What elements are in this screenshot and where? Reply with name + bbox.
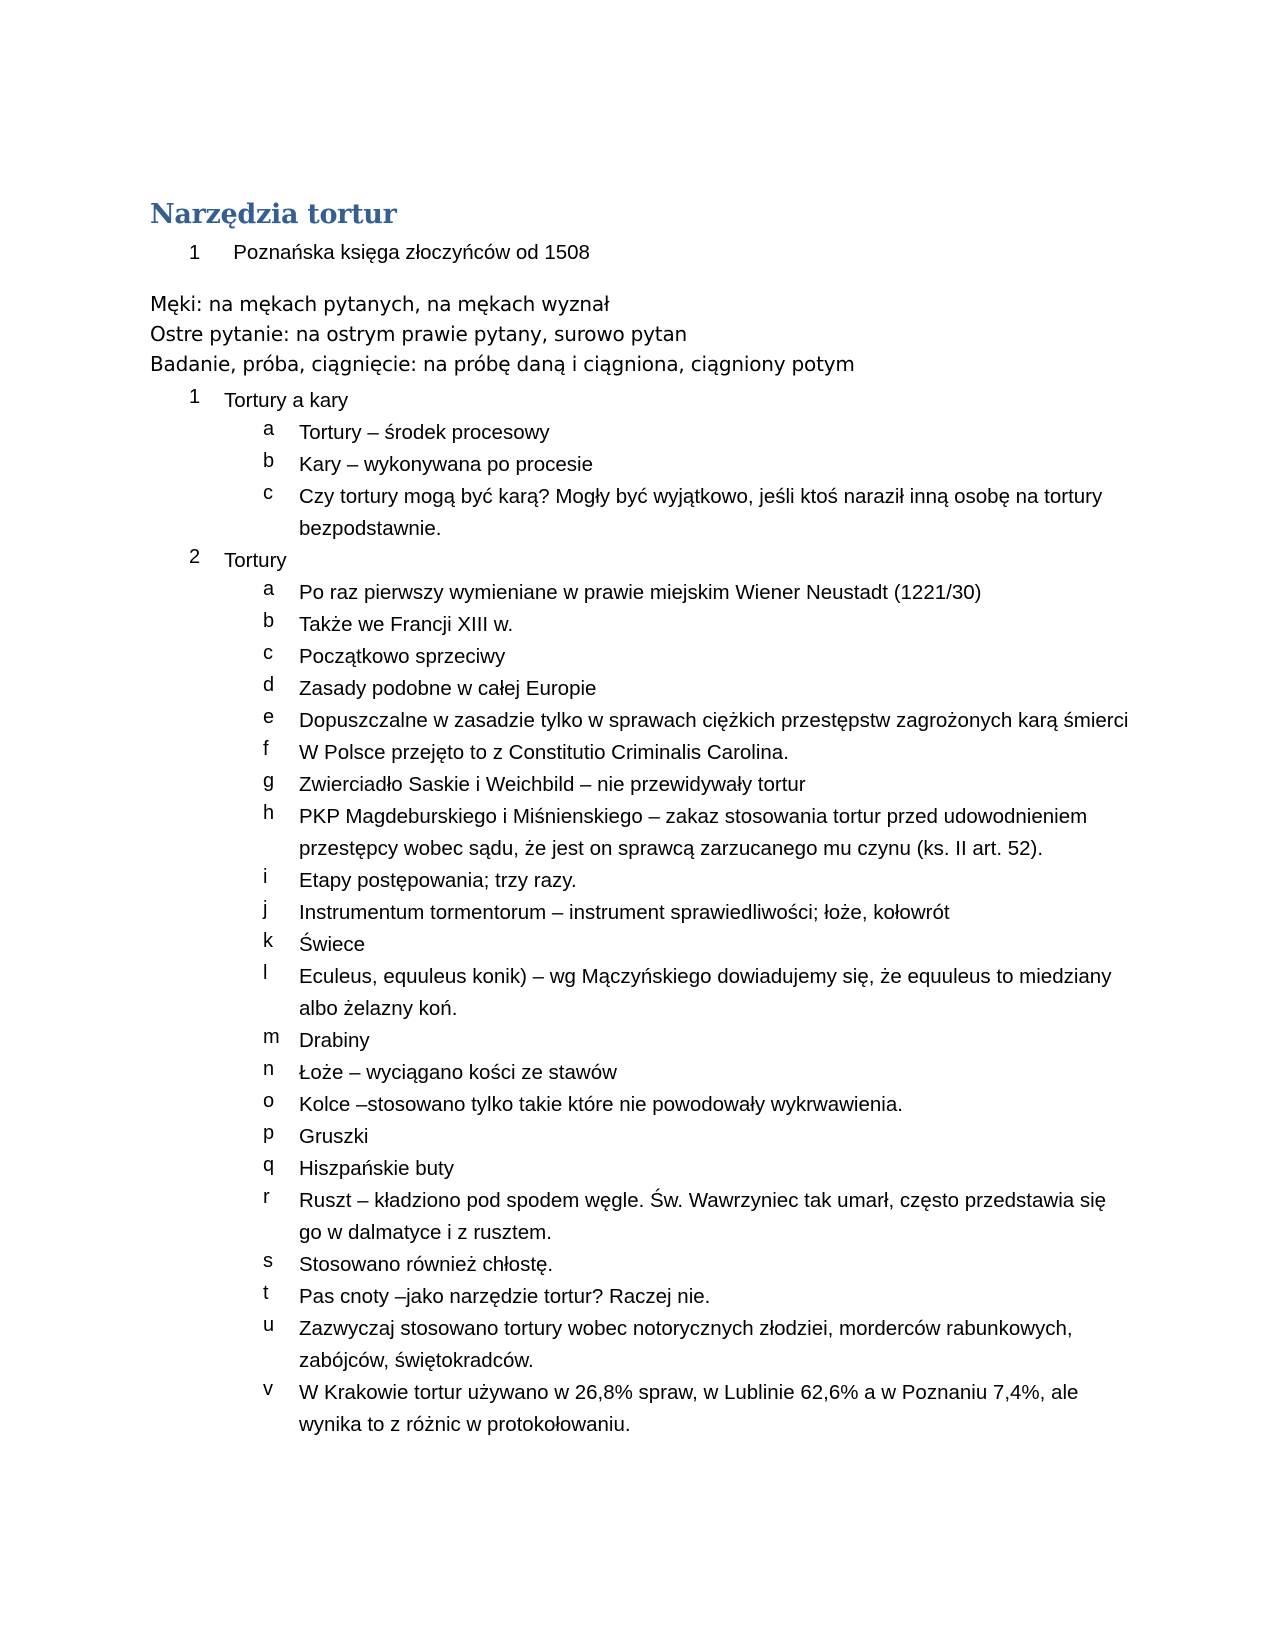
subitem-text: Stosowano również chłostę. xyxy=(299,1253,554,1276)
subitem-text: Pas cnoty –jako narzędzie tortur? Raczej nie. xyxy=(299,1285,711,1308)
subitem-marker: a xyxy=(263,418,275,440)
subitem-marker: o xyxy=(263,1090,275,1112)
outline-subitem xyxy=(150,802,1150,866)
outline-subitem xyxy=(150,866,1150,898)
intro-item-text: Poznańska księga złoczyńców od 1508 xyxy=(233,241,590,264)
subitem-marker: k xyxy=(263,930,273,952)
outline-subitem xyxy=(150,482,1150,546)
subitem-marker: i xyxy=(263,866,268,888)
section-label: Tortury xyxy=(224,549,287,572)
subitem-text: Dopuszczalne w zasadzie tylko w sprawach ciężkich przestępstw zagrożonych karą śmierci xyxy=(299,709,1129,732)
outline-section xyxy=(150,386,1150,418)
subitem-marker: r xyxy=(263,1186,270,1208)
subitem-text: Kolce –stosowano tylko takie które nie powodowały wykrwawienia. xyxy=(299,1093,903,1116)
subitem-text: Hiszpańskie buty xyxy=(299,1157,454,1180)
outline-sublist xyxy=(150,418,1150,546)
outline-subitem xyxy=(150,1282,1150,1314)
subitem-text: PKP Magdeburskiego i Miśnienskiego – zakaz stosowania tortur przed udowodnieniem przestępcy wobec sądu, że jest on sprawcą zarzucanego mu czynu (ks. II art. 52). xyxy=(299,805,1088,860)
subitem-text: Instrumentum tormentorum – instrument sprawiedliwości; łoże, kołowrót xyxy=(299,901,950,924)
subitem-text: Kary – wykonywana po procesie xyxy=(299,453,593,476)
subitem-marker: a xyxy=(263,578,275,600)
outline-subitem xyxy=(150,706,1150,738)
subitem-marker: p xyxy=(263,1122,275,1144)
subitem-marker: g xyxy=(263,770,275,792)
outline-subitem xyxy=(150,642,1150,674)
outline-subitem xyxy=(150,1026,1150,1058)
paragraph-ostre-pytanie: Ostre pytanie: na ostrym prawie pytany, surowo pytan xyxy=(150,322,687,346)
paragraph-badanie: Badanie, próba, ciągnięcie: na próbę daną i ciągniona, ciągniony potym xyxy=(150,352,855,376)
subitem-marker: j xyxy=(263,898,268,920)
intro-list-item xyxy=(189,241,590,265)
outline-subitem xyxy=(150,674,1150,706)
outline-subitem xyxy=(150,1090,1150,1122)
paragraph-meki: Męki: na mękach pytanych, na mękach wyznał xyxy=(150,292,610,316)
subitem-marker: s xyxy=(263,1250,273,1272)
outline-subitem xyxy=(150,930,1150,962)
subitem-marker: u xyxy=(263,1314,275,1336)
subitem-text: Gruszki xyxy=(299,1125,369,1148)
subitem-marker: b xyxy=(263,610,275,632)
subitem-text: Etapy postępowania; trzy razy. xyxy=(299,869,577,892)
subitem-marker: t xyxy=(263,1282,269,1304)
section-label: Tortury a kary xyxy=(224,389,349,412)
subitem-marker: f xyxy=(263,738,269,760)
subitem-marker: v xyxy=(263,1378,273,1400)
subitem-text: Świece xyxy=(299,933,366,956)
page-title: Narzędzia tortur xyxy=(150,199,397,230)
subitem-marker: m xyxy=(263,1026,280,1048)
subitem-text: Zazwyczaj stosowano tortury wobec notorycznych złodziei, morderców rabunkowych, zabójców, świętokradców. xyxy=(299,1317,1073,1372)
outline-subitem xyxy=(150,1186,1150,1250)
subitem-text: Łoże – wyciągano kości ze stawów xyxy=(299,1061,617,1084)
subitem-text: Eculeus, equuleus konik) – wg Mączyńskiego dowiadujemy się, że equuleus to miedziany albo żelazny koń. xyxy=(299,965,1112,1020)
outline-subitem xyxy=(150,450,1150,482)
subitem-text: Tortury – środek procesowy xyxy=(299,421,550,444)
outline-subitem xyxy=(150,962,1150,1026)
outline-subitem xyxy=(150,898,1150,930)
outline-subitem xyxy=(150,418,1150,450)
section-number: 1 xyxy=(189,386,201,408)
subitem-text: Zasady podobne w całej Europie xyxy=(299,677,597,700)
subitem-marker: l xyxy=(263,962,268,984)
outline-section xyxy=(150,546,1150,578)
subitem-marker: d xyxy=(263,674,275,696)
outline-subitem xyxy=(150,610,1150,642)
outline-subitem xyxy=(150,738,1150,770)
outline-list xyxy=(150,386,1150,1442)
subitem-text: Zwierciadło Saskie i Weichbild – nie przewidywały tortur xyxy=(299,773,806,796)
subitem-marker: b xyxy=(263,450,275,472)
outline-subitem xyxy=(150,578,1150,610)
outline-subitem xyxy=(150,1378,1150,1442)
subitem-text: Drabiny xyxy=(299,1029,370,1052)
outline-subitem xyxy=(150,1314,1150,1378)
subitem-marker: e xyxy=(263,706,275,728)
outline-subitem xyxy=(150,1154,1150,1186)
subitem-marker: h xyxy=(263,802,275,824)
subitem-marker: c xyxy=(263,482,273,504)
outline-subitem xyxy=(150,770,1150,802)
outline-subitem xyxy=(150,1250,1150,1282)
subitem-marker: n xyxy=(263,1058,275,1080)
intro-item-number: 1 xyxy=(189,242,201,264)
outline-subitem xyxy=(150,1122,1150,1154)
outline-subitem xyxy=(150,1058,1150,1090)
outline-sublist xyxy=(150,578,1150,1442)
subitem-text: Ruszt – kładziono pod spodem węgle. Św. Wawrzyniec tak umarł, często przedstawia się go w dalmatyce i z rusztem. xyxy=(299,1189,1107,1244)
section-number: 2 xyxy=(189,546,201,568)
subitem-text: W Krakowie tortur używano w 26,8% spraw, w Lublinie 62,6% a w Poznaniu 7,4%, ale wynika to z różnic w protokołowaniu. xyxy=(299,1381,1079,1436)
subitem-marker: c xyxy=(263,642,273,664)
subitem-text: Po raz pierwszy wymieniane w prawie miejskim Wiener Neustadt (1221/30) xyxy=(299,581,982,604)
subitem-marker: q xyxy=(263,1154,275,1176)
subitem-text: Czy tortury mogą być karą? Mogły być wyjątkowo, jeśli ktoś naraził inną osobę na tortury bezpodstawnie. xyxy=(299,485,1103,540)
subitem-text: W Polsce przejęto to z Constitutio Criminalis Carolina. xyxy=(299,741,789,764)
subitem-text: Także we Francji XIII w. xyxy=(299,613,514,636)
subitem-text: Początkowo sprzeciwy xyxy=(299,645,506,668)
